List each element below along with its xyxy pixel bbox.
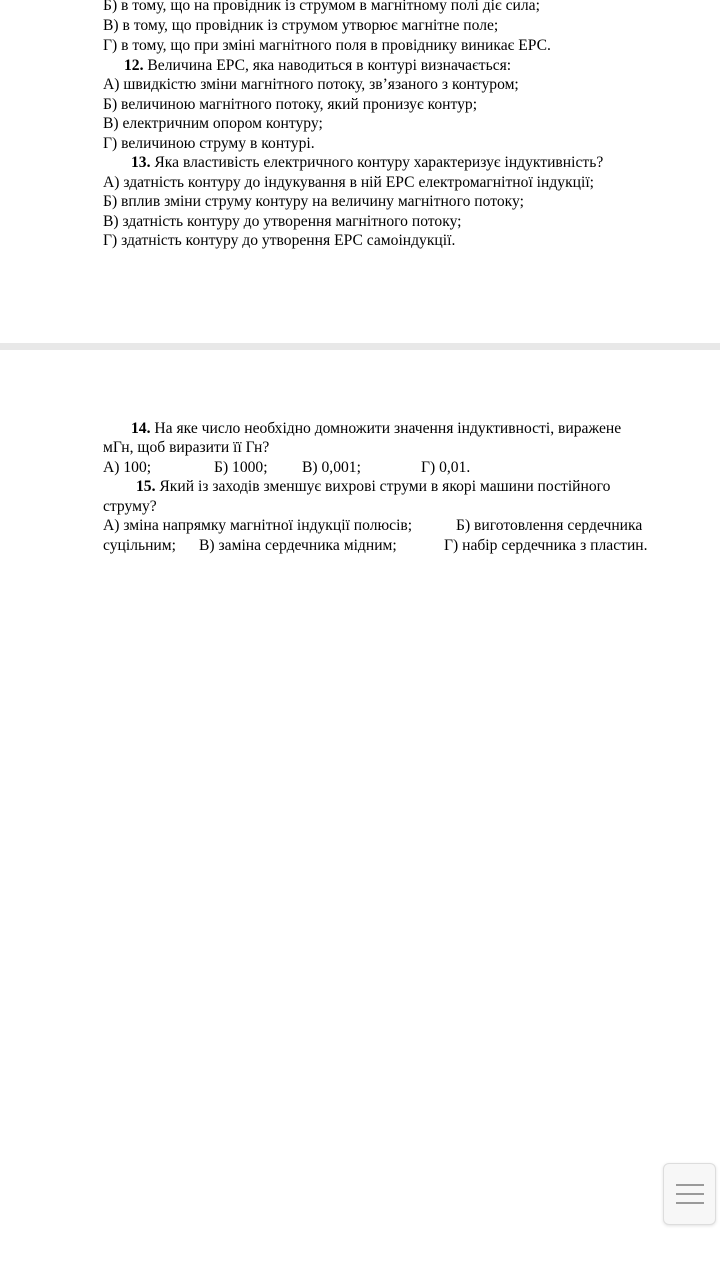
question-13-text: Яка властивість електричного контуру характеризує індуктивність? (150, 154, 604, 171)
q13-option-c: В) здатність контуру до утворення магнітного потоку; (103, 213, 462, 230)
question-12-number: 12. (124, 57, 144, 74)
q15-option-b-cont: суцільним; (103, 537, 176, 554)
question-12-text: Величина ЕРС, яка наводиться в контурі визначається: (143, 57, 512, 74)
document-page-1 (0, 0, 720, 343)
menu-bar-bottom (676, 1202, 704, 1204)
question-14-number: 14. (131, 420, 151, 437)
hamburger-menu-icon[interactable] (663, 1163, 716, 1225)
question-15-text: Який із заходів зменшує вихрові струми в якорі машини постійного (155, 478, 611, 495)
q15-option-a: А) зміна напрямку магнітної індукції полюсів; (103, 517, 413, 534)
question-14 (131, 420, 621, 438)
q14-option-a: А) 100; (103, 459, 152, 476)
q12-option-c: В) електричним опором контуру; (103, 115, 323, 132)
question-15 (136, 478, 610, 496)
menu-bar-middle (676, 1193, 704, 1195)
q14-option-b: Б) 1000; (214, 459, 268, 476)
question-13-number: 13. (131, 154, 151, 171)
q12-option-b: Б) величиною магнітного потоку, який пронизує контур; (103, 96, 478, 113)
q14-option-c: В) 0,001; (302, 459, 361, 476)
menu-bar-top (676, 1184, 704, 1186)
q11-option-d: Г) в тому, що при зміні магнітного поля в провіднику виникає ЕРС. (103, 37, 551, 54)
page-separator (0, 343, 720, 350)
q13-option-a: А) здатність контуру до індукування в ній ЕРС електромагнітної індукції; (103, 174, 595, 191)
q13-option-b: Б) вплив зміни струму контуру на величину магнітного потоку; (103, 193, 524, 210)
q15-option-c: В) заміна сердечника мідним; (199, 537, 397, 554)
question-14-text-cont: мГн, щоб виразити її Гн? (103, 439, 270, 456)
question-15-text-cont: струму? (103, 498, 157, 515)
question-13 (131, 154, 603, 172)
question-15-number: 15. (136, 478, 156, 495)
q12-option-a: А) швидкістю зміни магнітного потоку, зв’язаного з контуром; (103, 76, 519, 93)
q13-option-d: Г) здатність контуру до утворення ЕРС самоіндукції. (103, 232, 456, 249)
q12-option-d: Г) величиною струму в контурі. (103, 135, 315, 152)
question-12 (124, 57, 511, 75)
q11-option-c: В) в тому, що провідник із струмом утворює магнітне поле; (103, 17, 499, 34)
q15-option-b: Б) виготовлення сердечника (456, 517, 643, 534)
q14-option-d: Г) 0,01. (421, 459, 471, 476)
q11-option-b: Б) в тому, що на провідник із струмом в магнітному полі діє сила; (103, 0, 540, 14)
q15-option-d: Г) набір сердечника з пластин. (444, 537, 648, 554)
document-page-2 (0, 350, 720, 1280)
question-14-text: На яке число необхідно домножити значення індуктивності, виражене (150, 420, 622, 437)
